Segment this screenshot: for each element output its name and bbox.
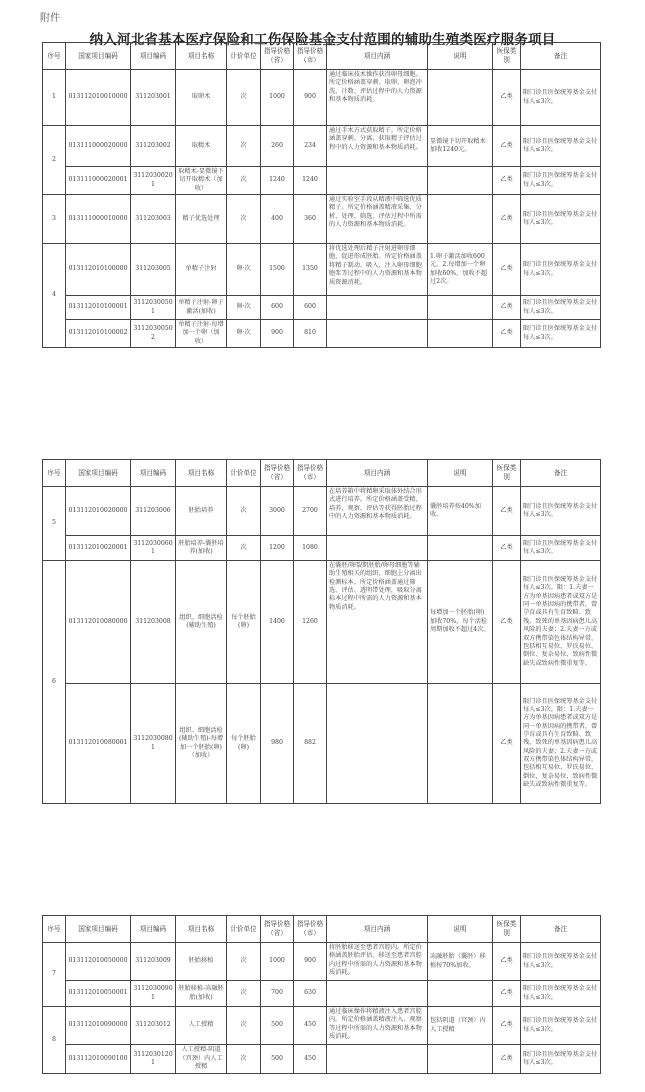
cell-price-city: 1350: [294, 244, 327, 296]
cell-content: [327, 320, 428, 348]
cell-unit: 次: [227, 195, 261, 244]
cell-seq: 7: [43, 943, 66, 1007]
cell-note: 每增加一个胚胎(卵)加收70%，每个活检周期加收不超过4次。: [428, 561, 493, 684]
table-row: [43, 561, 601, 684]
header-name: 项目名称: [176, 43, 227, 70]
cell-national-code: 013111000020000: [66, 126, 131, 167]
items-table-page-2: [42, 459, 601, 804]
cell-national-code: 013112010020001: [66, 536, 131, 561]
cell-category: 乙类: [493, 70, 521, 126]
cell-price-city: 900: [294, 70, 327, 126]
cell-price-prov: 600: [261, 296, 294, 320]
cell-remark: 限门诊且医保统筹基金支付每人≤3次。限：1.夫妻一方为单基因病患者或双方是同一单基因病的携带者，曾孕育或具有生育致畸、致残、致死的单基因病患儿高风险的夫妻；2.夫妻一方或双方携带染色体结构异常，包括相互易位、罗氏易位、倒位、复杂易位、致病性微缺失或致病性微重复等。: [521, 561, 601, 684]
cell-price-city: 1080: [294, 536, 327, 561]
cell-note: [428, 536, 493, 561]
cell-category: 乙类: [493, 296, 521, 320]
header-remark: 备注: [521, 916, 601, 943]
header-name: 项目名称: [176, 460, 227, 487]
cell-seq: 2: [43, 126, 66, 195]
cell-price-prov: 500: [261, 1045, 294, 1074]
cell-content: 在培养箱中将精卵采取体外结合形式进行培养。所定价格涵盖受精、培养、观察、评估等获得胚胎过程中的人力资源和基本物质消耗。: [327, 487, 428, 536]
cell-unit: 每个胚胎(卵): [227, 561, 261, 684]
cell-remark: 限门诊且医保统筹基金支付每人≤3次。: [521, 1007, 601, 1045]
cell-unit: 卵·次: [227, 320, 261, 348]
cell-content: 通过实验室手段从精液中筛选优质精子。所定价格涵盖精液采集、分析、处理、筛选、评估过程中所需的人力资源和基本物质消耗。: [327, 195, 428, 244]
cell-item-code: 311203012: [131, 1007, 176, 1045]
cell-price-city: 234: [294, 126, 327, 167]
cell-note: 冻融胚胎（囊胚）移植按70%加收。: [428, 943, 493, 981]
cell-national-code: 013112010100002: [66, 320, 131, 348]
cell-price-prov: 1400: [261, 561, 294, 684]
document-title: 纳入河北省基本医疗保险和工伤保险基金支付范围的辅助生殖类医疗服务项目: [89, 32, 556, 48]
cell-name: 取精术-显微镜下切开取精术（加收）: [176, 167, 227, 195]
cell-category: 乙类: [493, 244, 521, 296]
cell-name: 人工授精-阴道（宫颈）内人工授精: [176, 1045, 227, 1074]
cell-item-code: 31120300502: [131, 320, 176, 348]
header-unit: 计价单位: [227, 916, 261, 943]
header-price-city: 指导价格（市）: [294, 460, 327, 487]
header-national-code: 国家项目编码: [66, 43, 131, 70]
cell-national-code: 013112010080000: [66, 561, 131, 684]
cell-seq: 3: [43, 195, 66, 244]
cell-note: [428, 1045, 493, 1074]
cell-price-city: 600: [294, 296, 327, 320]
header-category: 医保类别: [493, 43, 521, 70]
cell-national-code: 013112010100000: [66, 244, 131, 296]
cell-national-code: 013111000020001: [66, 167, 131, 195]
header-item-code: 项目编码: [131, 43, 176, 70]
cell-national-code: 013112010100001: [66, 296, 131, 320]
cell-name: 胚胎移植: [176, 943, 227, 981]
header-remark: 备注: [521, 43, 601, 70]
cell-unit: 次: [227, 981, 261, 1007]
header-content: 项目内涵: [327, 916, 428, 943]
cell-note: [428, 296, 493, 320]
cell-price-city: 1240: [294, 167, 327, 195]
cell-content: 将胚胎移送至患者宫腔内。所定价格涵盖胚胎评估、移送至患者宫腔内过程中所需的人力资源和基本物质消耗。: [327, 943, 428, 981]
cell-item-code: 311203009: [131, 943, 176, 981]
cell-unit: 次: [227, 70, 261, 126]
cell-remark: 限门诊且医保统筹基金支付每人≤3次。: [521, 70, 601, 126]
cell-note: 1.卵子激活加收600元。2.每增加一个卵加收60%，加收不超过2次。: [428, 244, 493, 296]
cell-price-prov: 1000: [261, 70, 294, 126]
cell-price-city: 450: [294, 1045, 327, 1074]
cell-price-prov: 1000: [261, 943, 294, 981]
cell-national-code: 013112010010000: [66, 70, 131, 126]
cell-content: 通过临床技术操作获得卵母细胞。所定价格涵盖穿刺、取卵、卵泡冲洗、计数、评估过程中的人力资源和基本物质消耗。: [327, 70, 428, 126]
cell-unit: 卵·次: [227, 296, 261, 320]
header-content: 项目内涵: [327, 460, 428, 487]
cell-item-code: 31120300201: [131, 167, 176, 195]
cell-price-prov: 1500: [261, 244, 294, 296]
cell-remark: 限门诊且医保统筹基金支付每人≤3次。: [521, 195, 601, 244]
table-row: [43, 536, 601, 561]
cell-content: 通过手术方式获取精子。所定价格涵盖穿刺、分离、获取精子评估过程中的人力资源和基本物质消耗。: [327, 126, 428, 167]
cell-name: 胚胎培养: [176, 487, 227, 536]
attachment-label: 附件: [40, 13, 60, 24]
table-row: [43, 70, 601, 126]
cell-name: 胚胎培养-囊胚培养(加收): [176, 536, 227, 561]
cell-category: 乙类: [493, 561, 521, 684]
cell-price-city: 2700: [294, 487, 327, 536]
cell-price-prov: 980: [261, 684, 294, 804]
table-header-row: [43, 43, 601, 70]
table-row: [43, 296, 601, 320]
cell-price-prov: 3000: [261, 487, 294, 536]
cell-unit: 次: [227, 1007, 261, 1045]
cell-national-code: 013112010090000: [66, 1007, 131, 1045]
cell-seq: 1: [43, 70, 66, 126]
cell-content: [327, 536, 428, 561]
header-unit: 计价单位: [227, 460, 261, 487]
cell-category: 乙类: [493, 1045, 521, 1074]
cell-name: 单精子注射-卵子激活(加收): [176, 296, 227, 320]
cell-item-code: 31120300901: [131, 981, 176, 1007]
cell-item-code: 311203002: [131, 126, 176, 167]
cell-price-city: 1260: [294, 561, 327, 684]
header-item-code: 项目编码: [131, 916, 176, 943]
items-table-page-3: [42, 915, 601, 1074]
header-price-prov: 指导价格（省）: [261, 460, 294, 487]
cell-name: 人工授精: [176, 1007, 227, 1045]
cell-price-prov: 700: [261, 981, 294, 1007]
items-table-page-1: [42, 42, 601, 348]
cell-category: 乙类: [493, 126, 521, 167]
cell-item-code: 31120301201: [131, 1045, 176, 1074]
cell-unit: 卵·次: [227, 244, 261, 296]
cell-category: 乙类: [493, 1007, 521, 1045]
cell-content: 在囊胚/卵裂期胚胎/卵母细胞等辅助生殖相关的组织、细胞上分离出检测标本。所定价格涵盖通过筛选、评估、透明带处理，吸取分离标本过程中所需的人力资源和基本物质消耗。: [327, 561, 428, 684]
cell-seq: 5: [43, 487, 66, 561]
cell-price-prov: 500: [261, 1007, 294, 1045]
cell-price-city: 630: [294, 981, 327, 1007]
cell-category: 乙类: [493, 320, 521, 348]
cell-note: [428, 981, 493, 1007]
header-national-code: 国家项目编码: [66, 460, 131, 487]
cell-price-prov: 260: [261, 126, 294, 167]
header-note: 说明: [428, 43, 493, 70]
header-category: 医保类别: [493, 460, 521, 487]
cell-name: 组织、细胞活检(辅助生殖)-每增加一个胚胎(卵)（加收）: [176, 684, 227, 804]
cell-content: 将优选处理后精子注射进卵母细胞，促进形成胚胎。所定价格涵盖将精子制动、吸入、注入卵母细胞胞浆等过程中的人力资源和基本物质资源消耗。: [327, 244, 428, 296]
cell-name: 单精子注射-每增加一个卵（加收）: [176, 320, 227, 348]
cell-national-code: 013111000010000: [66, 195, 131, 244]
cell-item-code: 311203005: [131, 244, 176, 296]
header-remark: 备注: [521, 460, 601, 487]
table-row: [43, 981, 601, 1007]
header-name: 项目名称: [176, 916, 227, 943]
cell-unit: 次: [227, 536, 261, 561]
cell-content: [327, 684, 428, 804]
header-seq: 序号: [43, 916, 66, 943]
cell-remark: 限门诊且医保统筹基金支付每人≤3次。: [521, 943, 601, 981]
cell-category: 乙类: [493, 684, 521, 804]
header-national-code: 国家项目编码: [66, 916, 131, 943]
cell-name: 精子优选处理: [176, 195, 227, 244]
cell-price-city: 810: [294, 320, 327, 348]
cell-name: 取卵术: [176, 70, 227, 126]
cell-price-city: 882: [294, 684, 327, 804]
table-row: [43, 167, 601, 195]
header-price-city: 指导价格（市）: [294, 43, 327, 70]
header-unit: 计价单位: [227, 43, 261, 70]
cell-unit: 次: [227, 487, 261, 536]
cell-remark: 限门诊且医保统筹基金支付每人≤3次。: [521, 981, 601, 1007]
cell-unit: 次: [227, 1045, 261, 1074]
cell-category: 乙类: [493, 943, 521, 981]
cell-unit: 次: [227, 126, 261, 167]
cell-national-code: 013112010090100: [66, 1045, 131, 1074]
cell-content: 通过临床操作将精液注入患者宫腔内。所定价格涵盖精液注入、观察等过程中所需的人力资源和基本物质消耗。: [327, 1007, 428, 1045]
header-price-prov: 指导价格（省）: [261, 916, 294, 943]
cell-note: [428, 167, 493, 195]
header-note: 说明: [428, 460, 493, 487]
cell-unit: 次: [227, 943, 261, 981]
table-row: [43, 244, 601, 296]
cell-category: 乙类: [493, 536, 521, 561]
cell-price-prov: 1200: [261, 536, 294, 561]
cell-content: [327, 1045, 428, 1074]
cell-item-code: 311203006: [131, 487, 176, 536]
cell-national-code: 013112010020000: [66, 487, 131, 536]
cell-item-code: 31120300801: [131, 684, 176, 804]
cell-item-code: 311203008: [131, 561, 176, 684]
table-row: [43, 487, 601, 536]
cell-category: 乙类: [493, 167, 521, 195]
header-category: 医保类别: [493, 916, 521, 943]
cell-price-city: 450: [294, 1007, 327, 1045]
header-note: 说明: [428, 916, 493, 943]
header-seq: 序号: [43, 43, 66, 70]
cell-price-prov: 400: [261, 195, 294, 244]
table-row: [43, 126, 601, 167]
cell-name: 胚胎移植-冻融胚胎(加收): [176, 981, 227, 1007]
cell-category: 乙类: [493, 981, 521, 1007]
table-header-row: [43, 460, 601, 487]
cell-name: 单精子注射: [176, 244, 227, 296]
table-row: [43, 684, 601, 804]
cell-remark: 限门诊且医保统筹基金支付每人≤3次。: [521, 167, 601, 195]
header-price-prov: 指导价格（省）: [261, 43, 294, 70]
cell-note: 包括阴道（宫颈）内人工授精: [428, 1007, 493, 1045]
cell-remark: 限门诊且医保统筹基金支付每人≤3次。: [521, 126, 601, 167]
cell-seq: 6: [43, 561, 66, 804]
table-row: [43, 943, 601, 981]
cell-item-code: 31120300601: [131, 536, 176, 561]
cell-content: [327, 296, 428, 320]
cell-price-city: 360: [294, 195, 327, 244]
cell-seq: 4: [43, 244, 66, 348]
cell-remark: 限门诊且医保统筹基金支付每人≤3次。: [521, 1045, 601, 1074]
cell-note: [428, 320, 493, 348]
cell-note: 囊胚培养按40%加收。: [428, 487, 493, 536]
header-price-city: 指导价格（市）: [294, 916, 327, 943]
cell-note: [428, 70, 493, 126]
cell-remark: 限门诊且医保统筹基金支付每人≤3次。: [521, 536, 601, 561]
cell-item-code: 311203001: [131, 70, 176, 126]
cell-unit: 每个胚胎(卵): [227, 684, 261, 804]
cell-unit: 次: [227, 167, 261, 195]
cell-name: 组织、细胞活检 (辅助生殖): [176, 561, 227, 684]
cell-price-city: 900: [294, 943, 327, 981]
cell-national-code: 013112010050000: [66, 943, 131, 981]
cell-remark: 限门诊且医保统筹基金支付每人≤3次。: [521, 296, 601, 320]
cell-item-code: 31120300501: [131, 296, 176, 320]
cell-seq: 8: [43, 1007, 66, 1074]
header-content: 项目内涵: [327, 43, 428, 70]
cell-remark: 限门诊且医保统筹基金支付每人≤3次。: [521, 320, 601, 348]
cell-content: [327, 167, 428, 195]
cell-price-prov: 900: [261, 320, 294, 348]
cell-category: 乙类: [493, 487, 521, 536]
cell-price-prov: 1240: [261, 167, 294, 195]
table-row: [43, 320, 601, 348]
cell-content: [327, 981, 428, 1007]
cell-national-code: 013112010050001: [66, 981, 131, 1007]
cell-remark: 限门诊且医保统筹基金支付每人≤3次。: [521, 244, 601, 296]
cell-note: [428, 684, 493, 804]
table-header-row: [43, 916, 601, 943]
cell-category: 乙类: [493, 195, 521, 244]
header-item-code: 项目编码: [131, 460, 176, 487]
cell-name: 取精术: [176, 126, 227, 167]
cell-note: 显微镜下切开取精术加收1240元。: [428, 126, 493, 167]
table-row: [43, 1045, 601, 1074]
cell-remark: 限门诊且医保统筹基金支付每人≤3次。: [521, 487, 601, 536]
table-row: [43, 195, 601, 244]
cell-national-code: 013112010080001: [66, 684, 131, 804]
table-row: [43, 1007, 601, 1045]
cell-item-code: 311203003: [131, 195, 176, 244]
cell-note: [428, 195, 493, 244]
cell-remark: 限门诊且医保统筹基金支付每人≤3次。限：1.夫妻一方为单基因病患者或双方是同一单基因病的携带者，曾孕育或具有生育致畸、致残、致死的单基因病患儿高风险的夫妻；2.夫妻一方或双方携带染色体结构异常，包括相互易位、罗氏易位、倒位、复杂易位、致病性微缺失或致病性微重复等。: [521, 684, 601, 804]
header-seq: 序号: [43, 460, 66, 487]
